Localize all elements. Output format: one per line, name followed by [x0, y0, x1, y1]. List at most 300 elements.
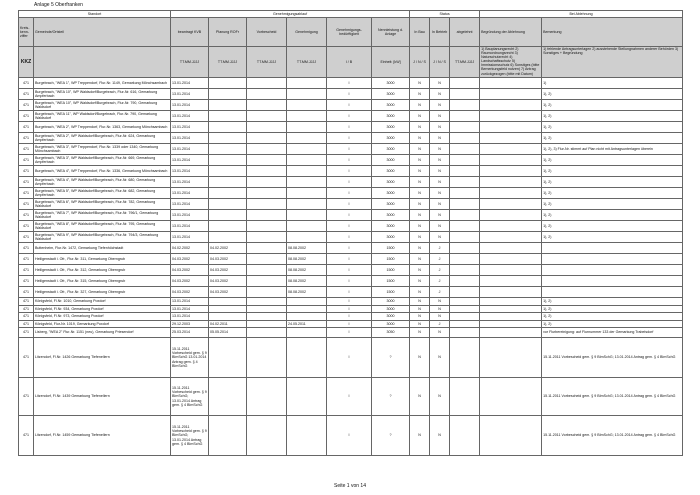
cell-planung: [209, 166, 247, 177]
cell-beantragt: 13.01.2014: [171, 298, 209, 306]
cell-kkz: 471: [19, 177, 34, 188]
cell-nennleistung: 1500: [372, 276, 410, 287]
cell-nennleistung: 3000: [372, 144, 410, 155]
cell-in-betrieb: J: [430, 320, 450, 328]
cell-abgelehnt: [450, 199, 480, 210]
cell-begruendung: [480, 188, 542, 199]
header-kkz: Kreis-kenn-ziffer: [19, 18, 34, 47]
cell-genehmigung: 08.08.2002: [287, 254, 327, 265]
cell-in-betrieb: N: [430, 328, 450, 338]
cell-beantragt: 13.01.2014: [171, 166, 209, 177]
cell-begruendung: [480, 221, 542, 232]
cell-planung: [209, 177, 247, 188]
cell-planung: [209, 210, 247, 221]
cell-planung: [209, 188, 247, 199]
cell-vorbescheid: [247, 328, 287, 338]
cell-genehmigung: 08.08.2002: [287, 265, 327, 276]
cell-abgelehnt: [450, 111, 480, 122]
cell-kkz: 471: [19, 287, 34, 298]
cell-in-bau: N: [410, 221, 430, 232]
table-row: [19, 276, 683, 287]
cell-in-bau: N: [410, 298, 430, 306]
cell-begruendung: [480, 287, 542, 298]
cell-bemerkung: 15.11.2011 Vorbescheid gem. § 9 BImSchG; 13.01.2014 Antrag gem. § 4 BImSchG: [542, 378, 683, 416]
cell-abgelehnt: [450, 313, 480, 321]
cell-kkz: 471: [19, 199, 34, 210]
cell-planung: 04.03.2002: [209, 287, 247, 298]
cell-planung: [209, 298, 247, 306]
cell-in-betrieb: N: [430, 313, 450, 321]
cell-in-bau: N: [410, 287, 430, 298]
cell-beantragt: 13.01.2014: [171, 78, 209, 89]
cell-vorbescheid: [247, 122, 287, 133]
cell-vorbescheid: [247, 166, 287, 177]
header-vorbescheid: Vorbescheid: [247, 18, 287, 47]
header-abgelehnt: abgelehnt: [450, 18, 480, 47]
cell-gemeinde: Burgebrach, "WEA 4", WP Waldsdorf/Burgebrach, Flur-Nr. 680, Gemarkung Ampferbach: [34, 177, 171, 188]
cell-gemeinde: Burgebrach, "WEA 11", WP Waldsdorf/Burgebrach, Flur-Nr. 790, Gemarkung Waldsdorf: [34, 111, 171, 122]
cell-kkz: 471: [19, 328, 34, 338]
cell-abgelehnt: [450, 166, 480, 177]
cell-begruendung: [480, 265, 542, 276]
cell-genehmigung: [287, 221, 327, 232]
cell-beduerftigkeit: I: [327, 177, 372, 188]
format-kkz: KKZ: [19, 47, 34, 78]
cell-vorbescheid: [247, 111, 287, 122]
cell-beantragt: 04.02.2002: [171, 243, 209, 254]
table-row: [19, 378, 683, 416]
cell-beantragt: 13.01.2014: [171, 313, 209, 321]
cell-bemerkung: 1), 2): [542, 133, 683, 144]
cell-begruendung: [480, 100, 542, 111]
cell-bemerkung: 15.11.2011 Vorbescheid gem. § 9 BImSchG; 13.01.2014 Antrag gem. § 4 BImSchG: [542, 416, 683, 456]
cell-gemeinde: Burgebrach, "WEA 2", WP Treppendorf, Flur-Nr. 1363, Gemarkung Mönchsambach: [34, 122, 171, 133]
table-row: [19, 221, 683, 232]
cell-gemeinde: Königsfeld, Fl.Nr. 1010, Gemarkung Poxdorf: [34, 298, 171, 306]
cell-kkz: 471: [19, 89, 34, 100]
cell-in-betrieb: N: [430, 305, 450, 313]
cell-genehmigung: [287, 122, 327, 133]
cell-in-bau: N: [410, 155, 430, 166]
cell-beduerftigkeit: I: [327, 210, 372, 221]
cell-planung: 04.02.2011: [209, 320, 247, 328]
cell-genehmigung: [287, 313, 327, 321]
cell-gemeinde: Heiligenstadt i. Ofr., Flur-Nr. 315, Gemarkung Oberngrub: [34, 276, 171, 287]
cell-genehmigung: [287, 305, 327, 313]
table-row: [19, 416, 683, 456]
cell-beduerftigkeit: I: [327, 78, 372, 89]
cell-in-betrieb: N: [430, 166, 450, 177]
cell-beantragt: 13.01.2014: [171, 177, 209, 188]
cell-bemerkung: 1), 2): [542, 210, 683, 221]
cell-bemerkung: [542, 287, 683, 298]
cell-abgelehnt: [450, 320, 480, 328]
format-jns: J / N / S: [410, 47, 430, 78]
cell-genehmigung: [287, 210, 327, 221]
cell-abgelehnt: [450, 287, 480, 298]
cell-bemerkung: 1), 2): [542, 221, 683, 232]
table-row: [19, 320, 683, 328]
cell-in-bau: N: [410, 122, 430, 133]
cell-beduerftigkeit: I: [327, 305, 372, 313]
cell-kkz: 471: [19, 78, 34, 89]
format-date: TT.MM.JJJJ: [450, 47, 480, 78]
cell-planung: 04.03.2002: [209, 265, 247, 276]
cell-vorbescheid: [247, 313, 287, 321]
cell-abgelehnt: [450, 155, 480, 166]
cell-abgelehnt: [450, 210, 480, 221]
cell-begruendung: [480, 416, 542, 456]
cell-bemerkung: [542, 254, 683, 265]
cell-bemerkung: 1), 2), 3) Flur-Nr. stimmt auf Plan nicht mit Antragsunterlagen überein: [542, 144, 683, 155]
cell-gemeinde: Burgebrach, "WEA 10", WP Waldsdorf/Burgebrach, Flur-Nr. 616, Gemarkung Ampferbach: [34, 89, 171, 100]
cell-vorbescheid: [247, 78, 287, 89]
cell-vorbescheid: [247, 320, 287, 328]
cell-nennleistung: 1500: [372, 254, 410, 265]
cell-beantragt: 13.01.2014: [171, 133, 209, 144]
cell-in-bau: N: [410, 144, 430, 155]
cell-abgelehnt: [450, 221, 480, 232]
cell-vorbescheid: [247, 276, 287, 287]
table-row: [19, 78, 683, 89]
cell-begruendung: [480, 155, 542, 166]
permit-table: [18, 10, 683, 456]
cell-begruendung: [480, 378, 542, 416]
header-begruendung: Begründung der Ablehnung: [480, 18, 542, 47]
cell-bemerkung: [542, 265, 683, 276]
cell-beduerftigkeit: I: [327, 416, 372, 456]
cell-beantragt: 13.01.2014: [171, 122, 209, 133]
cell-genehmigung: [287, 378, 327, 416]
cell-planung: [209, 100, 247, 111]
cell-planung: [209, 89, 247, 100]
cell-nennleistung: 3000: [372, 111, 410, 122]
cell-vorbescheid: [247, 89, 287, 100]
cell-beantragt: 29.12.2003: [171, 320, 209, 328]
cell-bemerkung: 1), 2): [542, 188, 683, 199]
cell-gemeinde: Königsfeld, Fl.Nr. 973, Gemarkung Poxdorf: [34, 313, 171, 321]
cell-abgelehnt: [450, 328, 480, 338]
cell-begruendung: [480, 122, 542, 133]
cell-planung: [209, 305, 247, 313]
cell-nennleistung: 3000: [372, 210, 410, 221]
cell-nennleistung: 3000: [372, 177, 410, 188]
cell-planung: [209, 221, 247, 232]
table-row: [19, 144, 683, 155]
cell-bemerkung: 1), 2): [542, 199, 683, 210]
cell-abgelehnt: [450, 243, 480, 254]
cell-in-betrieb: N: [430, 155, 450, 166]
table-row: [19, 166, 683, 177]
table-row: [19, 188, 683, 199]
cell-genehmigung: [287, 188, 327, 199]
cell-nennleistung: 3000: [372, 305, 410, 313]
table-row: [19, 155, 683, 166]
cell-beduerftigkeit: I: [327, 298, 372, 306]
cell-in-bau: N: [410, 177, 430, 188]
cell-gemeinde: Lisberg, "WEA 2" Flur-Nr. 1151 (neu), Gemarkung Priesendorf: [34, 328, 171, 338]
cell-beantragt: 04.03.2002: [171, 287, 209, 298]
cell-beduerftigkeit: I: [327, 254, 372, 265]
cell-kkz: 471: [19, 232, 34, 243]
cell-nennleistung: 3000: [372, 313, 410, 321]
cell-abgelehnt: [450, 133, 480, 144]
cell-in-betrieb: J: [430, 287, 450, 298]
cell-beantragt: 04.03.2002: [171, 265, 209, 276]
cell-beduerftigkeit: I: [327, 232, 372, 243]
cell-nennleistung: 3000: [372, 232, 410, 243]
cell-beduerftigkeit: I: [327, 265, 372, 276]
cell-vorbescheid: [247, 188, 287, 199]
cell-bemerkung: 1): [542, 78, 683, 89]
cell-bemerkung: 1), 2): [542, 100, 683, 111]
cell-nennleistung: 1500: [372, 243, 410, 254]
cell-beantragt: 04.03.2002: [171, 276, 209, 287]
cell-vorbescheid: [247, 298, 287, 306]
header-in-betrieb: In Betrieb: [430, 18, 450, 47]
cell-gemeinde: Burgebrach, "WEA 7", WP Waldsdorf/Burgebrach, Flur-Nr. 796/1, Gemarkung Waldsdorf: [34, 210, 171, 221]
cell-begruendung: [480, 243, 542, 254]
header-beantragt: beantragt KVB: [171, 18, 209, 47]
cell-nennleistung: 3000: [372, 122, 410, 133]
cell-gemeinde: Königsfeld, Flur-Nr. 1019, Gemarkung Poxdorf: [34, 320, 171, 328]
cell-gemeinde: Königsfeld, Fl.Nr. 934, Gemarkung Poxdorf: [34, 305, 171, 313]
cell-bemerkung: [542, 276, 683, 287]
cell-abgelehnt: [450, 305, 480, 313]
cell-nennleistung: 3000: [372, 199, 410, 210]
cell-beduerftigkeit: I: [327, 287, 372, 298]
cell-abgelehnt: [450, 177, 480, 188]
format-date: TT.MM.JJJJ: [209, 47, 247, 78]
cell-in-bau: N: [410, 313, 430, 321]
cell-kkz: 471: [19, 100, 34, 111]
cell-planung: 04.03.2002: [209, 276, 247, 287]
cell-kkz: 471: [19, 133, 34, 144]
cell-beduerftigkeit: I: [327, 199, 372, 210]
cell-nennleistung: ?: [372, 378, 410, 416]
cell-vorbescheid: [247, 416, 287, 456]
cell-beantragt: 04.03.2002: [171, 254, 209, 265]
cell-beantragt: 13.01.2014: [171, 305, 209, 313]
format-einheit: Einheit: [kW]: [372, 47, 410, 78]
cell-nennleistung: ?: [372, 338, 410, 378]
cell-genehmigung: [287, 78, 327, 89]
cell-abgelehnt: [450, 188, 480, 199]
cell-beduerftigkeit: I: [327, 166, 372, 177]
cell-vorbescheid: [247, 133, 287, 144]
cell-gemeinde: Heiligenstadt i. Ofr., Flur-Nr. 311, Gemarkung Oberngrub: [34, 254, 171, 265]
cell-planung: [209, 111, 247, 122]
cell-in-bau: N: [410, 166, 430, 177]
cell-planung: [209, 133, 247, 144]
cell-kkz: 471: [19, 221, 34, 232]
cell-vorbescheid: [247, 338, 287, 378]
cell-planung: 04.02.2002: [209, 243, 247, 254]
cell-in-bau: N: [410, 320, 430, 328]
cell-kkz: 471: [19, 276, 34, 287]
cell-genehmigung: 24.05.2011: [287, 320, 327, 328]
cell-beduerftigkeit: I: [327, 188, 372, 199]
cell-in-betrieb: J: [430, 254, 450, 265]
cell-beantragt: 13.01.2014: [171, 89, 209, 100]
format-jns: J / N / S: [430, 47, 450, 78]
cell-in-betrieb: N: [430, 221, 450, 232]
cell-genehmigung: [287, 89, 327, 100]
cell-in-betrieb: J: [430, 265, 450, 276]
cell-in-bau: N: [410, 265, 430, 276]
cell-genehmigung: 08.08.2002: [287, 276, 327, 287]
cell-abgelehnt: [450, 378, 480, 416]
table-row: [19, 199, 683, 210]
group-bei-ablehnung: Bei Ablehnung: [480, 11, 683, 18]
cell-kkz: 471: [19, 378, 34, 416]
cell-in-bau: N: [410, 243, 430, 254]
cell-bemerkung: 1), 2): [542, 177, 683, 188]
cell-genehmigung: [287, 416, 327, 456]
table-row: [19, 265, 683, 276]
cell-nennleistung: 3000: [372, 188, 410, 199]
cell-genehmigung: 08.08.2002: [287, 287, 327, 298]
cell-in-betrieb: N: [430, 338, 450, 378]
group-status: Status: [410, 11, 480, 18]
cell-in-bau: N: [410, 111, 430, 122]
cell-kkz: 471: [19, 338, 34, 378]
cell-begruendung: [480, 328, 542, 338]
cell-kkz: 471: [19, 111, 34, 122]
page-title: Anlage 5 Oberfranken: [34, 2, 83, 8]
cell-bemerkung: 1), 2): [542, 320, 683, 328]
cell-begruendung: [480, 89, 542, 100]
cell-kkz: 471: [19, 144, 34, 155]
cell-in-betrieb: N: [430, 416, 450, 456]
cell-in-bau: N: [410, 89, 430, 100]
cell-bemerkung: 1), 2): [542, 89, 683, 100]
cell-nennleistung: 3000: [372, 133, 410, 144]
cell-begruendung: [480, 254, 542, 265]
cell-in-bau: N: [410, 254, 430, 265]
cell-beantragt: 13.01.2014: [171, 210, 209, 221]
cell-beduerftigkeit: I: [327, 111, 372, 122]
cell-begruendung: [480, 111, 542, 122]
cell-genehmigung: [287, 144, 327, 155]
cell-in-bau: N: [410, 305, 430, 313]
cell-in-betrieb: N: [430, 177, 450, 188]
cell-begruendung: [480, 276, 542, 287]
table-row: [19, 89, 683, 100]
cell-gemeinde: Burgebrach, "WEA 3", WP Waldsdorf/Burgebrach, Flur-Nr. 669, Gemarkung Ampferbach: [34, 155, 171, 166]
cell-beduerftigkeit: I: [327, 378, 372, 416]
cell-nennleistung: 3000: [372, 89, 410, 100]
header-bemerkung: Bemerkung: [542, 18, 683, 47]
cell-nennleistung: 1500: [372, 265, 410, 276]
cell-beduerftigkeit: I: [327, 155, 372, 166]
cell-begruendung: [480, 305, 542, 313]
table-row: [19, 111, 683, 122]
cell-beantragt: 15.11.2011 Vorbescheid gem. § 9 BImSchG; 13.01.2014 Antrag gem. § 4 BImSchG: [171, 416, 209, 456]
cell-beduerftigkeit: I: [327, 144, 372, 155]
cell-planung: 04.03.2002: [209, 254, 247, 265]
cell-begruendung: [480, 166, 542, 177]
cell-genehmigung: [287, 232, 327, 243]
cell-genehmigung: [287, 166, 327, 177]
cell-begruendung: [480, 320, 542, 328]
cell-abgelehnt: [450, 232, 480, 243]
cell-gemeinde: Heiligenstadt i. Ofr., Flur-Nr. 327, Gemarkung Oberngrub: [34, 287, 171, 298]
cell-in-bau: N: [410, 328, 430, 338]
cell-planung: [209, 144, 247, 155]
table-row: [19, 305, 683, 313]
cell-gemeinde: Burgebrach, "WEA 1", WP Treppendorf, Flur-Nr. 1149, Gemarkung Mönchsambach: [34, 78, 171, 89]
cell-genehmigung: [287, 298, 327, 306]
cell-vorbescheid: [247, 177, 287, 188]
cell-beduerftigkeit: I: [327, 133, 372, 144]
cell-vorbescheid: [247, 155, 287, 166]
cell-bemerkung: 1), 2): [542, 298, 683, 306]
cell-gemeinde: Burgebrach, "WEA 9", WP Waldsdorf/Burgebrach, Flur-Nr. 794/3, Gemarkung Waldsdorf: [34, 232, 171, 243]
table-row: [19, 133, 683, 144]
cell-in-betrieb: N: [430, 89, 450, 100]
cell-beantragt: 13.01.2014: [171, 188, 209, 199]
cell-in-betrieb: N: [430, 78, 450, 89]
cell-in-bau: N: [410, 78, 430, 89]
cell-genehmigung: [287, 177, 327, 188]
cell-vorbescheid: [247, 305, 287, 313]
cell-in-betrieb: N: [430, 188, 450, 199]
cell-nennleistung: 3000: [372, 100, 410, 111]
cell-in-betrieb: N: [430, 210, 450, 221]
cell-kkz: 471: [19, 265, 34, 276]
table-row: [19, 328, 683, 338]
cell-beantragt: 15.11.2011 Vorbescheid gem. § 9 BImSchG 13.01.2014 Antrag gem. § 4 BImSchG: [171, 338, 209, 378]
format-row: [19, 47, 683, 78]
header-genehmigung: Genehmigung: [287, 18, 327, 47]
cell-abgelehnt: [450, 265, 480, 276]
cell-in-bau: N: [410, 133, 430, 144]
cell-nennleistung: 3000: [372, 166, 410, 177]
table-row: [19, 122, 683, 133]
cell-vorbescheid: [247, 199, 287, 210]
table-row: [19, 338, 683, 378]
header-beduerftigkeit: Genehmigungs-bedürftigkeit: [327, 18, 372, 47]
cell-kkz: 471: [19, 313, 34, 321]
format-date: TT.MM.JJJJ: [247, 47, 287, 78]
table-row: [19, 177, 683, 188]
format-date: TT.MM.JJJJ: [171, 47, 209, 78]
cell-vorbescheid: [247, 254, 287, 265]
cell-begruendung: [480, 144, 542, 155]
cell-beantragt: 25.03.2014: [171, 328, 209, 338]
cell-begruendung: [480, 78, 542, 89]
cell-beantragt: 13.01.2014: [171, 155, 209, 166]
cell-in-betrieb: N: [430, 122, 450, 133]
cell-kkz: 471: [19, 122, 34, 133]
cell-vorbescheid: [247, 144, 287, 155]
cell-abgelehnt: [450, 276, 480, 287]
cell-beantragt: 13.01.2014: [171, 100, 209, 111]
cell-vorbescheid: [247, 221, 287, 232]
cell-begruendung: [480, 133, 542, 144]
cell-abgelehnt: [450, 298, 480, 306]
cell-in-bau: N: [410, 416, 430, 456]
table-row: [19, 243, 683, 254]
cell-vorbescheid: [247, 100, 287, 111]
group-header-row: [19, 11, 683, 18]
cell-nennleistung: 3000: [372, 78, 410, 89]
cell-in-betrieb: N: [430, 133, 450, 144]
cell-in-bau: N: [410, 338, 430, 378]
cell-abgelehnt: [450, 144, 480, 155]
cell-gemeinde: Burgebrach, "WEA 8", WP Waldsdorf/Burgebrach, Flur-Nr. 795, Gemarkung Waldsdorf: [34, 221, 171, 232]
